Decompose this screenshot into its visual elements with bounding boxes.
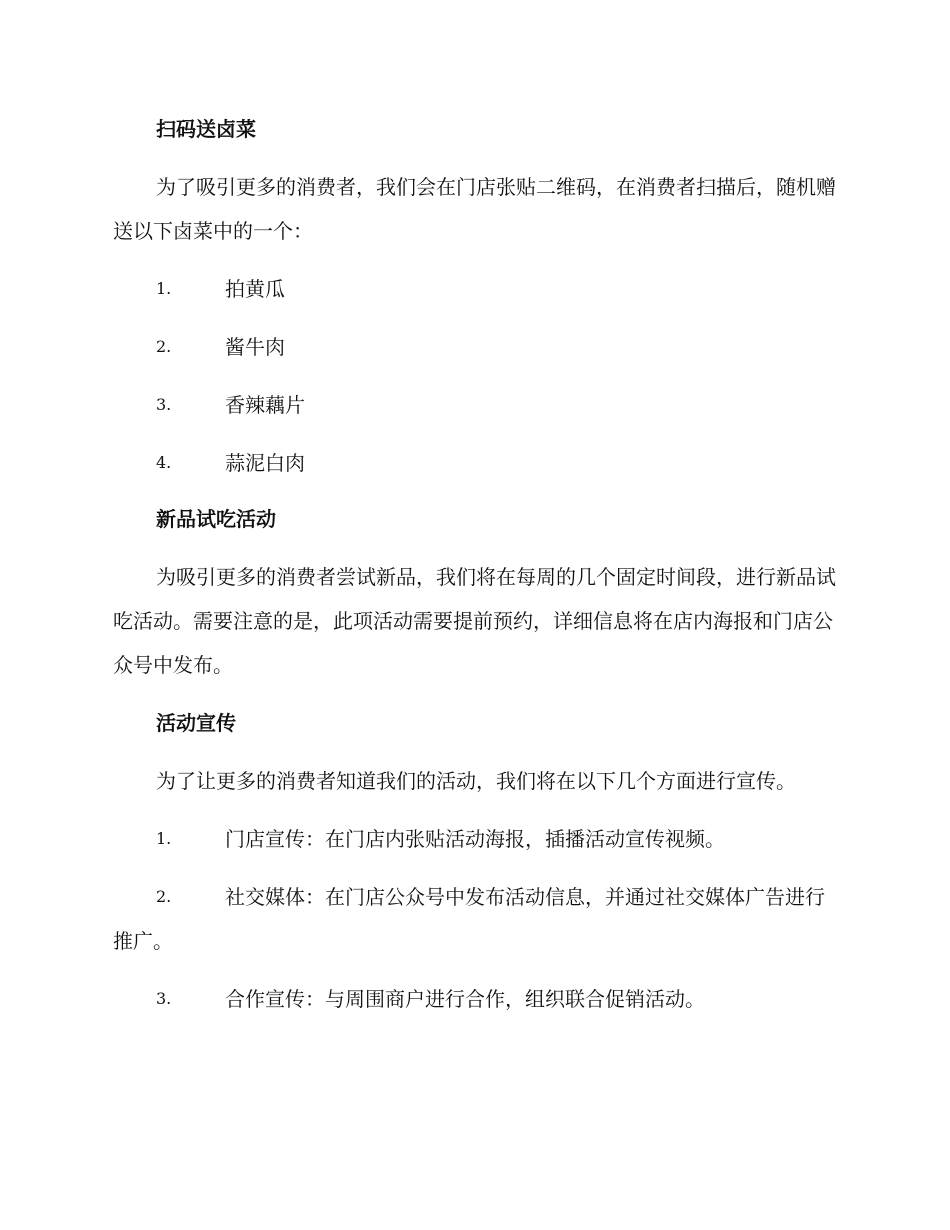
list-item [113,383,838,427]
list-number: 2. [156,337,172,356]
section-heading: 新品试吃活动 [156,507,276,531]
list-text: 拍黄瓜 [225,277,285,301]
list-number: 2. [156,887,172,906]
list-number: 4. [156,453,172,472]
section-heading: 活动宣传 [156,711,236,735]
list-item [113,267,838,311]
list-item [113,325,838,369]
section-scan-gift [113,115,838,485]
section-new-product-tasting [113,505,838,687]
list-item [113,977,838,1021]
list-item [113,875,838,963]
list-text: 门店宣传：在门店内张贴活动海报，插播活动宣传视频。 [225,827,725,851]
list-number: 3. [156,989,172,1008]
section-promotion [113,709,838,1021]
list-number: 1. [156,829,172,848]
list-number: 3. [156,395,172,414]
list-text: 酱牛肉 [225,335,285,359]
gift-list [113,267,838,485]
section-paragraph: 为了吸引更多的消费者，我们会在门店张贴二维码，在消费者扫描后，随机赠送以下卤菜中的一个： [113,175,836,243]
section-paragraph: 为了让更多的消费者知道我们的活动，我们将在以下几个方面进行宣传。 [156,769,796,793]
list-item [113,817,838,861]
list-text: 合作宣传：与周围商户进行合作，组织联合促销活动。 [225,987,705,1011]
list-number: 1. [156,279,172,298]
section-paragraph: 为吸引更多的消费者尝试新品，我们将在每周的几个固定时间段，进行新品试吃活动。需要注意的是，此项活动需要提前预约，详细信息将在店内海报和门店公众号中发布。 [113,565,836,677]
list-item [113,441,838,485]
promotion-list [113,817,838,1021]
list-text: 社交媒体：在门店公众号中发布活动信息，并通过社交媒体广告进行推广。 [113,885,825,953]
list-text: 蒜泥白肉 [225,451,305,475]
section-heading: 扫码送卤菜 [156,117,256,141]
list-text: 香辣藕片 [225,393,305,417]
